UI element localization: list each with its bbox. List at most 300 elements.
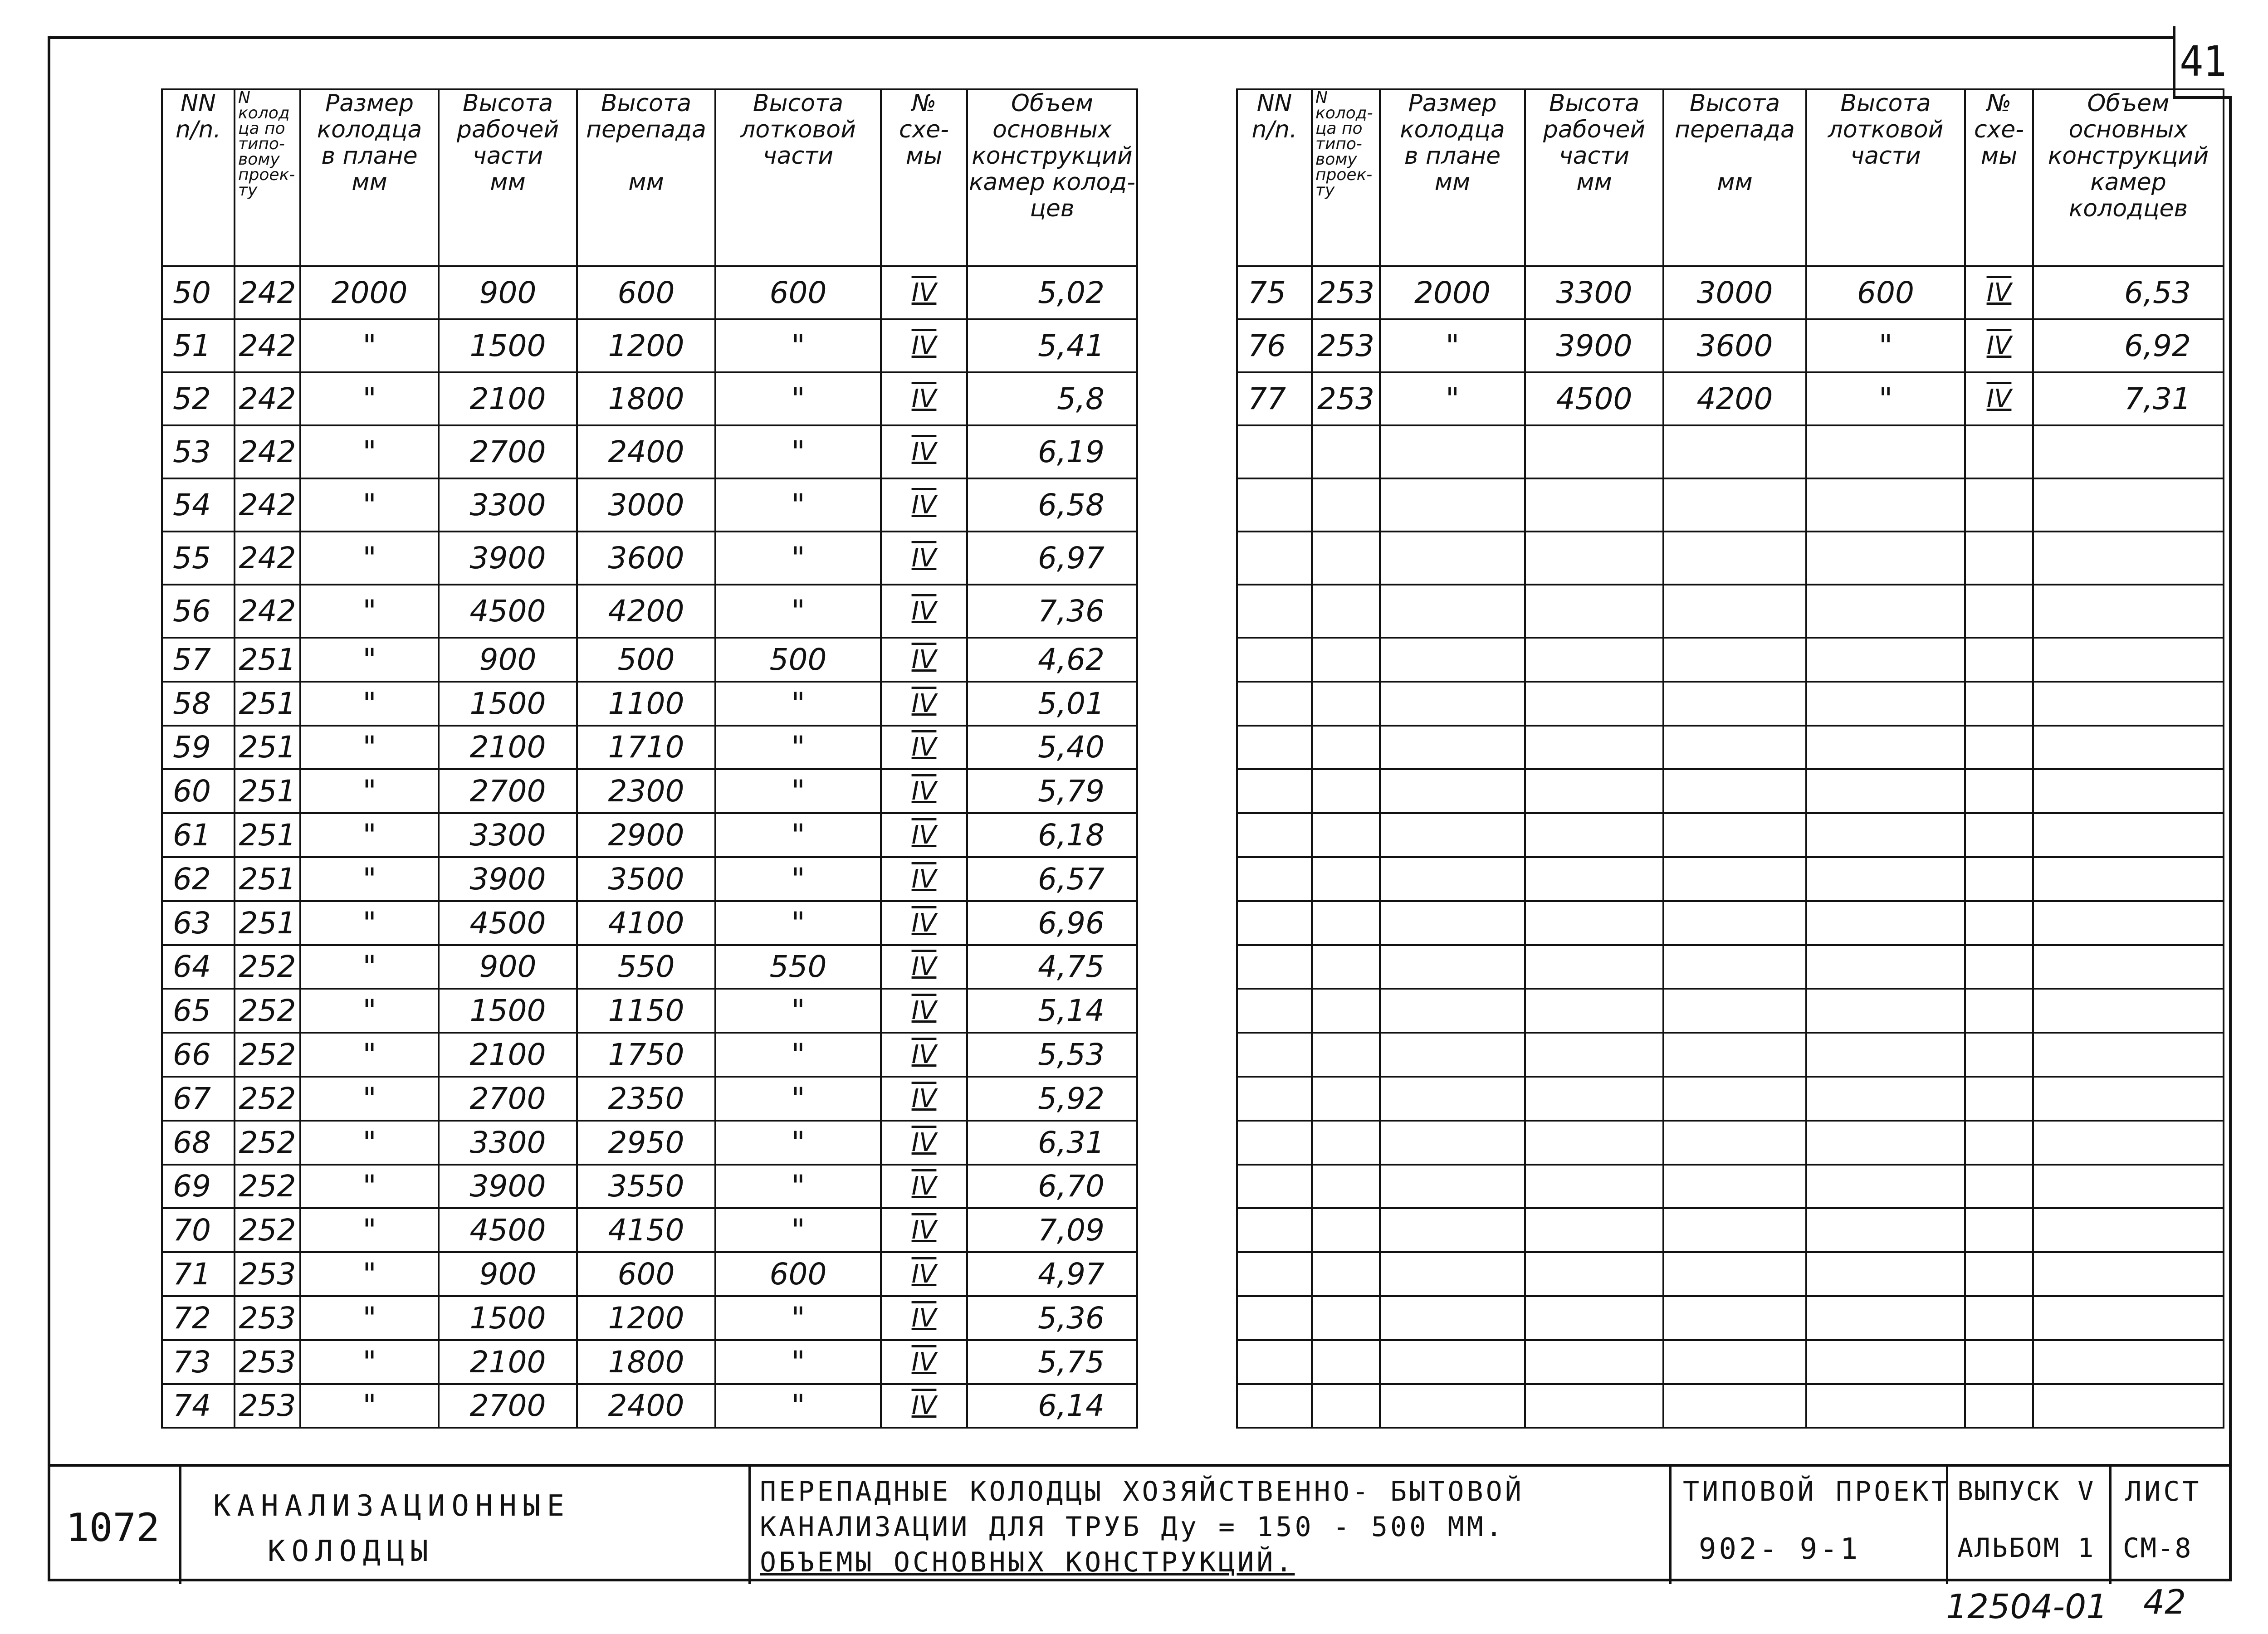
cell-size: 2000	[1380, 266, 1525, 319]
cell-volume: 5,92	[967, 1077, 1137, 1121]
cell-scheme	[1965, 1165, 2033, 1209]
cell-tray-height: "	[715, 857, 881, 901]
cell-size	[1380, 1340, 1525, 1384]
left-volumes-table	[161, 88, 1138, 1429]
cell-work-height	[1525, 638, 1663, 682]
cell-work-height: 4500	[1525, 372, 1663, 425]
cell-scheme	[1965, 1121, 2033, 1165]
cell-work-height	[1525, 901, 1663, 945]
empty-table-row	[1237, 478, 2224, 532]
cell-work-height	[1525, 1296, 1663, 1340]
cell-tray-height	[1806, 682, 1965, 726]
cell-tray-height: "	[715, 1208, 881, 1252]
cell-tray-height: "	[715, 1296, 881, 1340]
cell-size: "	[300, 638, 439, 682]
cell-tray-height: "	[715, 901, 881, 945]
cell-scheme: IV	[881, 1208, 967, 1252]
archive-stamp: 12504-01	[1946, 1587, 2108, 1626]
cell-drop-height: 1150	[577, 989, 715, 1033]
cell-size: "	[1380, 372, 1525, 425]
cell-size	[1380, 1208, 1525, 1252]
cell-well-no	[1312, 945, 1380, 989]
cell-nn	[1237, 638, 1312, 682]
cell-drop-height	[1663, 638, 1806, 682]
cell-nn	[1237, 1252, 1312, 1296]
empty-table-row	[1237, 425, 2224, 478]
cell-tray-height	[1806, 1384, 1965, 1428]
cell-volume	[2033, 478, 2224, 532]
cell-nn	[1237, 1208, 1312, 1252]
empty-table-row	[1237, 1208, 2224, 1252]
cell-well-no: 251	[235, 769, 300, 813]
cell-size	[1380, 638, 1525, 682]
table-row	[162, 532, 1137, 585]
cell-size: "	[300, 1077, 439, 1121]
cell-nn	[1237, 857, 1312, 901]
cell-size	[1380, 682, 1525, 726]
empty-table-row	[1237, 726, 2224, 770]
table-row	[162, 726, 1137, 770]
cell-scheme	[1965, 769, 2033, 813]
cell-drop-height	[1663, 1296, 1806, 1340]
title-block-code-cell	[48, 1467, 179, 1584]
cell-well-no: 252	[235, 1165, 300, 1209]
empty-table-row	[1237, 1340, 2224, 1384]
cell-volume: 4,62	[967, 638, 1137, 682]
cell-nn: 66	[162, 1033, 235, 1077]
cell-nn: 53	[162, 425, 235, 478]
table-row	[162, 425, 1137, 478]
cell-volume	[2033, 1121, 2224, 1165]
col-header-drop-height: Высота перепада мм	[577, 89, 715, 266]
cell-well-no: 251	[235, 638, 300, 682]
cell-nn	[1237, 945, 1312, 989]
cell-scheme	[1965, 857, 2033, 901]
cell-well-no: 242	[235, 266, 300, 319]
cell-nn: 76	[1237, 319, 1312, 372]
cell-tray-height	[1806, 1165, 1965, 1209]
table-row	[162, 1121, 1137, 1165]
cell-nn	[1237, 1384, 1312, 1428]
cell-well-no: 242	[235, 319, 300, 372]
cell-scheme	[1965, 989, 2033, 1033]
cell-scheme: IV	[881, 266, 967, 319]
cell-scheme	[1965, 1252, 2033, 1296]
document-title-cell	[748, 1467, 1669, 1584]
cell-volume: 5,75	[967, 1340, 1137, 1384]
cell-volume: 5,8	[967, 372, 1137, 425]
cell-work-height: 2100	[439, 372, 577, 425]
cell-tray-height: "	[715, 1077, 881, 1121]
cell-scheme: IV	[881, 682, 967, 726]
album-label: АЛЬБОМ 1	[1957, 1532, 2095, 1563]
cell-nn: 54	[162, 478, 235, 532]
cell-well-no: 252	[235, 1121, 300, 1165]
cell-nn: 77	[1237, 372, 1312, 425]
cell-drop-height	[1663, 1384, 1806, 1428]
cell-work-height: 3300	[439, 1121, 577, 1165]
cell-nn	[1237, 585, 1312, 638]
cell-scheme: IV	[881, 1033, 967, 1077]
table-row	[162, 769, 1137, 813]
cell-tray-height	[1806, 901, 1965, 945]
cell-work-height	[1525, 532, 1663, 585]
cell-drop-height	[1663, 682, 1806, 726]
cell-well-no: 253	[1312, 266, 1380, 319]
cell-drop-height	[1663, 585, 1806, 638]
cell-volume	[2033, 769, 2224, 813]
cell-well-no: 242	[235, 585, 300, 638]
sheet-code: СМ-8	[2123, 1532, 2192, 1564]
empty-table-row	[1237, 1165, 2224, 1209]
cell-scheme: IV	[881, 1384, 967, 1428]
cell-nn	[1237, 989, 1312, 1033]
cell-tray-height	[1806, 532, 1965, 585]
cell-drop-height: 2900	[577, 813, 715, 857]
cell-work-height	[1525, 1384, 1663, 1428]
cell-size	[1380, 1252, 1525, 1296]
cell-scheme	[1965, 585, 2033, 638]
cell-size: "	[300, 478, 439, 532]
cell-drop-height: 3550	[577, 1165, 715, 1209]
cell-well-no: 242	[235, 425, 300, 478]
table-row	[162, 813, 1137, 857]
cell-size: "	[300, 532, 439, 585]
cell-well-no: 252	[235, 989, 300, 1033]
cell-work-height	[1525, 1208, 1663, 1252]
empty-table-row	[1237, 1384, 2224, 1428]
cell-well-no: 251	[235, 726, 300, 770]
cell-nn: 57	[162, 638, 235, 682]
cell-drop-height	[1663, 1033, 1806, 1077]
cell-nn: 60	[162, 769, 235, 813]
cell-work-height: 2700	[439, 1077, 577, 1121]
cell-scheme: IV	[881, 989, 967, 1033]
cell-volume: 7,36	[967, 585, 1137, 638]
table-row	[162, 901, 1137, 945]
cell-well-no	[1312, 532, 1380, 585]
cell-well-no: 252	[235, 1033, 300, 1077]
cell-tray-height	[1806, 585, 1965, 638]
cell-nn: 73	[162, 1340, 235, 1384]
cell-tray-height: "	[715, 1340, 881, 1384]
cell-drop-height: 550	[577, 945, 715, 989]
cell-work-height	[1525, 989, 1663, 1033]
cell-size	[1380, 1077, 1525, 1121]
cell-work-height	[1525, 1340, 1663, 1384]
cell-tray-height: 600	[1806, 266, 1965, 319]
cell-well-no	[1312, 1208, 1380, 1252]
cell-drop-height: 3600	[577, 532, 715, 585]
cell-size: "	[300, 1340, 439, 1384]
cell-volume	[2033, 425, 2224, 478]
cell-work-height: 900	[439, 945, 577, 989]
cell-drop-height	[1663, 769, 1806, 813]
cell-tray-height	[1806, 813, 1965, 857]
cell-well-no: 253	[1312, 372, 1380, 425]
empty-table-row	[1237, 813, 2224, 857]
cell-volume: 6,19	[967, 425, 1137, 478]
cell-work-height	[1525, 813, 1663, 857]
col-header-nn: NN n/n.	[1237, 89, 1312, 266]
cell-volume: 6,96	[967, 901, 1137, 945]
cell-volume	[2033, 989, 2224, 1033]
cell-well-no: 242	[235, 478, 300, 532]
cell-well-no: 252	[235, 1208, 300, 1252]
cell-well-no: 242	[235, 372, 300, 425]
col-header-volume: Объем основных конструкций камер колодцев	[2033, 89, 2224, 266]
cell-drop-height	[1663, 813, 1806, 857]
cell-tray-height	[1806, 989, 1965, 1033]
empty-table-row	[1237, 1077, 2224, 1121]
cell-work-height: 2100	[439, 1340, 577, 1384]
cell-volume: 4,75	[967, 945, 1137, 989]
cell-drop-height: 1800	[577, 1340, 715, 1384]
cell-nn: 56	[162, 585, 235, 638]
table-row	[162, 1077, 1137, 1121]
cell-scheme	[1965, 682, 2033, 726]
col-header-tray-height: Высота лотковой части	[1806, 89, 1965, 266]
col-header-work-height: Высота рабочей части мм	[439, 89, 577, 266]
cell-drop-height	[1663, 1208, 1806, 1252]
cell-size: "	[300, 1033, 439, 1077]
cell-size: "	[300, 1121, 439, 1165]
cell-size	[1380, 1121, 1525, 1165]
cell-tray-height: "	[715, 532, 881, 585]
cell-size: "	[300, 726, 439, 770]
empty-table-row	[1237, 945, 2224, 989]
col-header-work-height: Высота рабочей части мм	[1525, 89, 1663, 266]
cell-size: "	[300, 372, 439, 425]
cell-tray-height	[1806, 1208, 1965, 1252]
empty-table-row	[1237, 1033, 2224, 1077]
category-cell	[179, 1467, 748, 1584]
cell-drop-height: 2950	[577, 1121, 715, 1165]
cell-size: "	[300, 989, 439, 1033]
bottom-page-number: 42	[2143, 1583, 2186, 1622]
table-row	[162, 585, 1137, 638]
cell-volume: 5,14	[967, 989, 1137, 1033]
cell-scheme	[1965, 945, 2033, 989]
table-row	[162, 266, 1137, 319]
cell-tray-height: "	[715, 726, 881, 770]
col-header-volume: Объем основных конструкций камер колод- цев	[967, 89, 1137, 266]
right-header-row	[1237, 89, 2224, 266]
cell-tray-height: 550	[715, 945, 881, 989]
cell-nn: 65	[162, 989, 235, 1033]
cell-tray-height: "	[715, 478, 881, 532]
cell-volume: 6,18	[967, 813, 1137, 857]
cell-size: "	[300, 1208, 439, 1252]
issue-label: ВЫПУСК V	[1957, 1476, 2095, 1507]
cell-tray-height	[1806, 1121, 1965, 1165]
title-line-1: ПЕРЕПАДНЫЕ КОЛОДЦЫ ХОЗЯЙСТВЕННО- БЫТОВОЙ	[760, 1476, 1524, 1507]
cell-work-height: 1500	[439, 319, 577, 372]
cell-volume: 5,53	[967, 1033, 1137, 1077]
cell-nn: 69	[162, 1165, 235, 1209]
cell-work-height	[1525, 726, 1663, 770]
cell-drop-height: 1800	[577, 372, 715, 425]
cell-drop-height: 2300	[577, 769, 715, 813]
cell-well-no	[1312, 585, 1380, 638]
cell-well-no	[1312, 726, 1380, 770]
cell-volume: 6,97	[967, 532, 1137, 585]
cell-volume: 6,53	[2033, 266, 2224, 319]
cell-drop-height: 1750	[577, 1033, 715, 1077]
empty-table-row	[1237, 901, 2224, 945]
cell-scheme: IV	[881, 478, 967, 532]
cell-tray-height: "	[1806, 319, 1965, 372]
cell-nn: 71	[162, 1252, 235, 1296]
cell-size	[1380, 1165, 1525, 1209]
table-row	[162, 1252, 1137, 1296]
cell-volume	[2033, 532, 2224, 585]
cell-nn: 50	[162, 266, 235, 319]
cell-work-height	[1525, 1165, 1663, 1209]
cell-nn	[1237, 1121, 1312, 1165]
project-cell	[1669, 1467, 1950, 1584]
cell-volume	[2033, 585, 2224, 638]
cell-size: "	[300, 945, 439, 989]
cell-tray-height: "	[715, 1384, 881, 1428]
cell-scheme	[1965, 1384, 2033, 1428]
cell-tray-height	[1806, 1077, 1965, 1121]
cell-tray-height	[1806, 478, 1965, 532]
table-row	[162, 638, 1137, 682]
cell-scheme	[1965, 1077, 2033, 1121]
cell-nn	[1237, 1340, 1312, 1384]
cell-nn	[1237, 813, 1312, 857]
cell-volume	[2033, 945, 2224, 989]
cell-drop-height: 3000	[577, 478, 715, 532]
cell-size: 2000	[300, 266, 439, 319]
cell-drop-height: 4150	[577, 1208, 715, 1252]
cell-well-no	[1312, 1340, 1380, 1384]
cell-nn: 61	[162, 813, 235, 857]
cell-well-no	[1312, 1077, 1380, 1121]
cell-size	[1380, 769, 1525, 813]
cell-well-no	[1312, 1165, 1380, 1209]
cell-scheme: IV	[881, 1296, 967, 1340]
cell-nn	[1237, 682, 1312, 726]
cell-well-no: 251	[235, 857, 300, 901]
cell-drop-height: 600	[577, 1252, 715, 1296]
cell-nn	[1237, 769, 1312, 813]
table-row	[162, 1208, 1137, 1252]
cell-nn: 64	[162, 945, 235, 989]
cell-scheme: IV	[881, 372, 967, 425]
cell-scheme	[1965, 638, 2033, 682]
cell-volume	[2033, 1340, 2224, 1384]
cell-size	[1380, 478, 1525, 532]
cell-work-height: 3900	[439, 857, 577, 901]
cell-drop-height	[1663, 478, 1806, 532]
cell-volume	[2033, 1033, 2224, 1077]
col-header-scheme: № схе- мы	[881, 89, 967, 266]
cell-volume: 6,31	[967, 1121, 1137, 1165]
cell-scheme: IV	[881, 638, 967, 682]
table-row	[162, 319, 1137, 372]
cell-nn	[1237, 726, 1312, 770]
table-row	[162, 1384, 1137, 1428]
cell-well-no: 242	[235, 532, 300, 585]
cell-tray-height	[1806, 1296, 1965, 1340]
cell-well-no	[1312, 638, 1380, 682]
cell-volume: 6,70	[967, 1165, 1137, 1209]
cell-drop-height	[1663, 1165, 1806, 1209]
cell-work-height: 3900	[1525, 319, 1663, 372]
cell-nn	[1237, 532, 1312, 585]
cell-volume	[2033, 901, 2224, 945]
cell-tray-height: 500	[715, 638, 881, 682]
cell-scheme: IV	[881, 1121, 967, 1165]
cell-scheme: IV	[881, 726, 967, 770]
left-code: 1072	[66, 1505, 160, 1551]
cell-work-height	[1525, 1121, 1663, 1165]
cell-work-height	[1525, 857, 1663, 901]
cell-nn: 55	[162, 532, 235, 585]
empty-table-row	[1237, 989, 2224, 1033]
cell-tray-height: "	[1806, 372, 1965, 425]
cell-tray-height: "	[715, 1033, 881, 1077]
cell-well-no: 252	[235, 1077, 300, 1121]
cell-size: "	[300, 319, 439, 372]
cell-work-height	[1525, 585, 1663, 638]
cell-nn: 62	[162, 857, 235, 901]
cell-work-height: 900	[439, 266, 577, 319]
table-row	[162, 857, 1137, 901]
cell-work-height: 2100	[439, 1033, 577, 1077]
cell-tray-height: "	[715, 813, 881, 857]
cell-drop-height	[1663, 1121, 1806, 1165]
empty-table-row	[1237, 585, 2224, 638]
cell-volume	[2033, 1165, 2224, 1209]
cell-nn	[1237, 1296, 1312, 1340]
cell-nn: 74	[162, 1384, 235, 1428]
cell-work-height: 3900	[439, 1165, 577, 1209]
cell-scheme: IV	[881, 425, 967, 478]
cell-size	[1380, 1033, 1525, 1077]
cell-work-height: 3300	[439, 813, 577, 857]
cell-drop-height	[1663, 1252, 1806, 1296]
cell-well-no: 253	[235, 1384, 300, 1428]
cell-tray-height	[1806, 1252, 1965, 1296]
sheet-label: ЛИСТ	[2125, 1476, 2202, 1507]
right-volumes-table	[1236, 88, 2224, 1429]
cell-tray-height: 600	[715, 266, 881, 319]
cell-size: "	[300, 1296, 439, 1340]
cell-drop-height	[1663, 425, 1806, 478]
left-header-row	[162, 89, 1137, 266]
cell-volume: 5,41	[967, 319, 1137, 372]
category-line-2: КОЛОДЦЫ	[268, 1535, 435, 1568]
cell-drop-height: 2350	[577, 1077, 715, 1121]
cell-well-no	[1312, 1296, 1380, 1340]
empty-table-row	[1237, 638, 2224, 682]
cell-well-no	[1312, 901, 1380, 945]
cell-drop-height: 600	[577, 266, 715, 319]
cell-scheme	[1965, 1340, 2033, 1384]
cell-tray-height: "	[715, 1121, 881, 1165]
cell-tray-height: "	[715, 319, 881, 372]
empty-table-row	[1237, 769, 2224, 813]
col-header-nn: NN n/n.	[162, 89, 235, 266]
cell-volume	[2033, 1384, 2224, 1428]
cell-drop-height: 4200	[577, 585, 715, 638]
cell-scheme: IV	[881, 813, 967, 857]
cell-size: "	[300, 769, 439, 813]
cell-well-no	[1312, 857, 1380, 901]
